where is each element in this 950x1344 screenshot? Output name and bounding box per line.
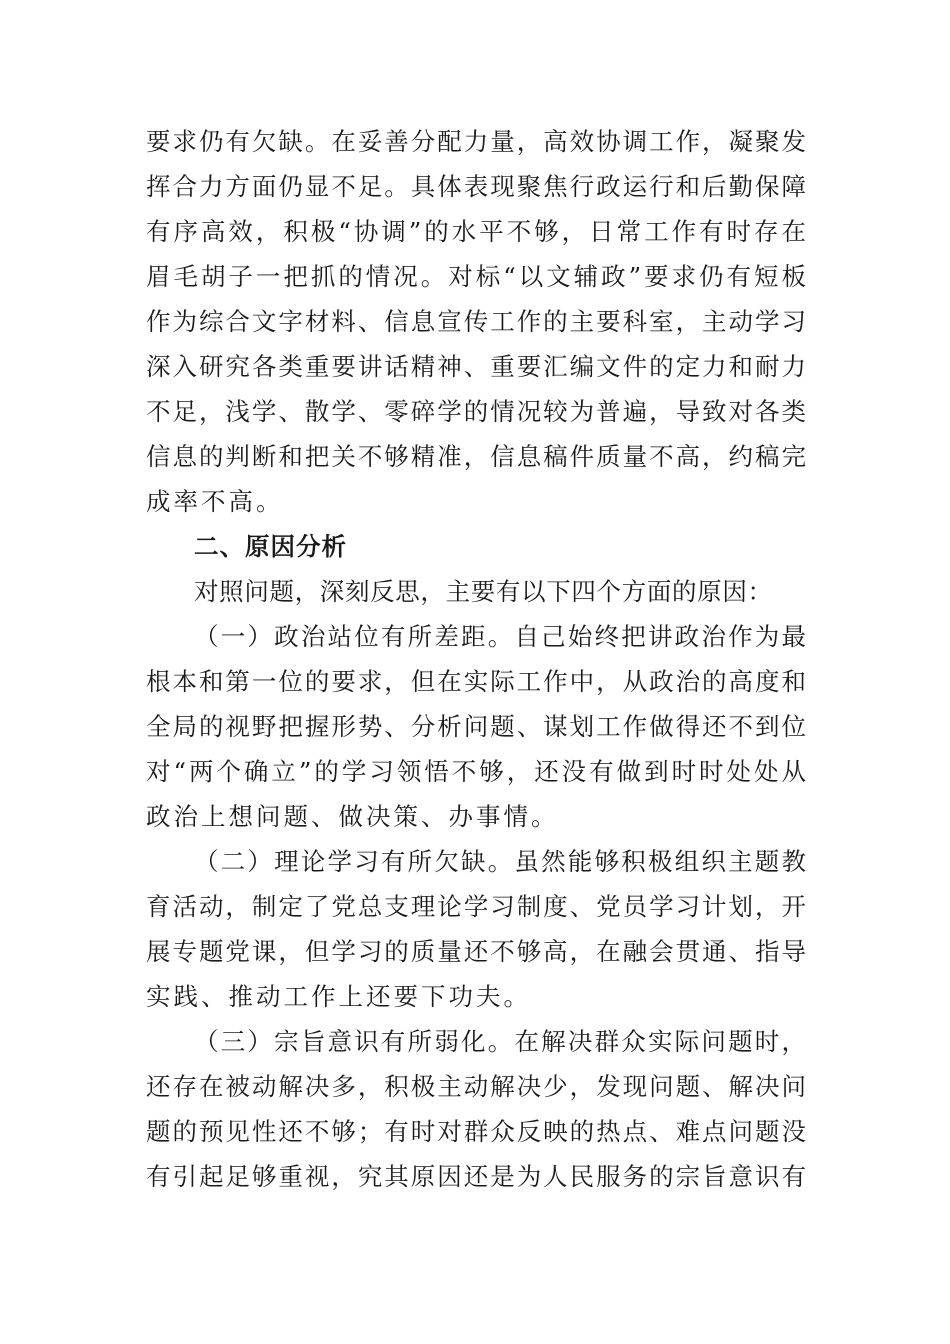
paragraph-line: （一）政治站位有所差距。自己始终把讲政治作为最 — [194, 622, 806, 651]
paragraph-line: 不足，浅学、散学、零碎学的情况较为普遍，导致对各类 — [146, 397, 806, 426]
paragraph-line: 育活动，制定了党总支理论学习制度、党员学习计划，开 — [146, 892, 806, 921]
paragraph-line: 对“两个确立”的学习领悟不够，还没有做到时时处处从 — [146, 757, 806, 786]
paragraph-line: 作为综合文字材料、信息宣传工作的主要科室，主动学习 — [146, 307, 806, 336]
paragraph-line: （三）宗旨意识有所弱化。在解决群众实际问题时， — [194, 1027, 806, 1056]
paragraph-line: 眉毛胡子一把抓的情况。对标“以文辅政”要求仍有短板 — [146, 262, 806, 291]
paragraph-line: 展专题党课，但学习的质量还不够高，在融会贯通、指导 — [146, 937, 806, 966]
paragraph-line: 挥合力方面仍显不足。具体表现聚焦行政运行和后勤保障 — [146, 172, 806, 201]
paragraph-line: 有引起足够重视，究其原因还是为人民服务的宗旨意识有 — [146, 1162, 806, 1191]
paragraph-line: 信息的判断和把关不够精准，信息稿件质量不高，约稿完 — [146, 442, 806, 471]
paragraph-line: 要求仍有欠缺。在妥善分配力量，高效协调工作，凝聚发 — [146, 127, 806, 156]
paragraph-line: 政治上想问题、做决策、办事情。 — [146, 802, 559, 831]
paragraph-line: 有序高效，积极“协调”的水平不够，日常工作有时存在 — [146, 217, 806, 246]
paragraph-line: 还存在被动解决多，积极主动解决少，发现问题、解决问 — [146, 1072, 806, 1101]
paragraph-line: 全局的视野把握形势、分析问题、谋划工作做得还不到位 — [146, 712, 806, 741]
section-heading: 二、原因分析 — [194, 532, 347, 561]
paragraph-line: （二）理论学习有所欠缺。虽然能够积极组织主题教 — [194, 847, 806, 876]
paragraph-line: 实践、推动工作上还要下功夫。 — [146, 982, 531, 1011]
paragraph-line: 深入研究各类重要讲话精神、重要汇编文件的定力和耐力 — [146, 352, 806, 381]
paragraph-line: 根本和第一位的要求，但在实际工作中，从政治的高度和 — [146, 667, 806, 696]
paragraph-line: 题的预见性还不够；有时对群众反映的热点、难点问题没 — [146, 1117, 806, 1146]
paragraph-line: 成率不高。 — [146, 487, 284, 516]
paragraph-line: 对照问题，深刻反思，主要有以下四个方面的原因： — [194, 577, 772, 606]
